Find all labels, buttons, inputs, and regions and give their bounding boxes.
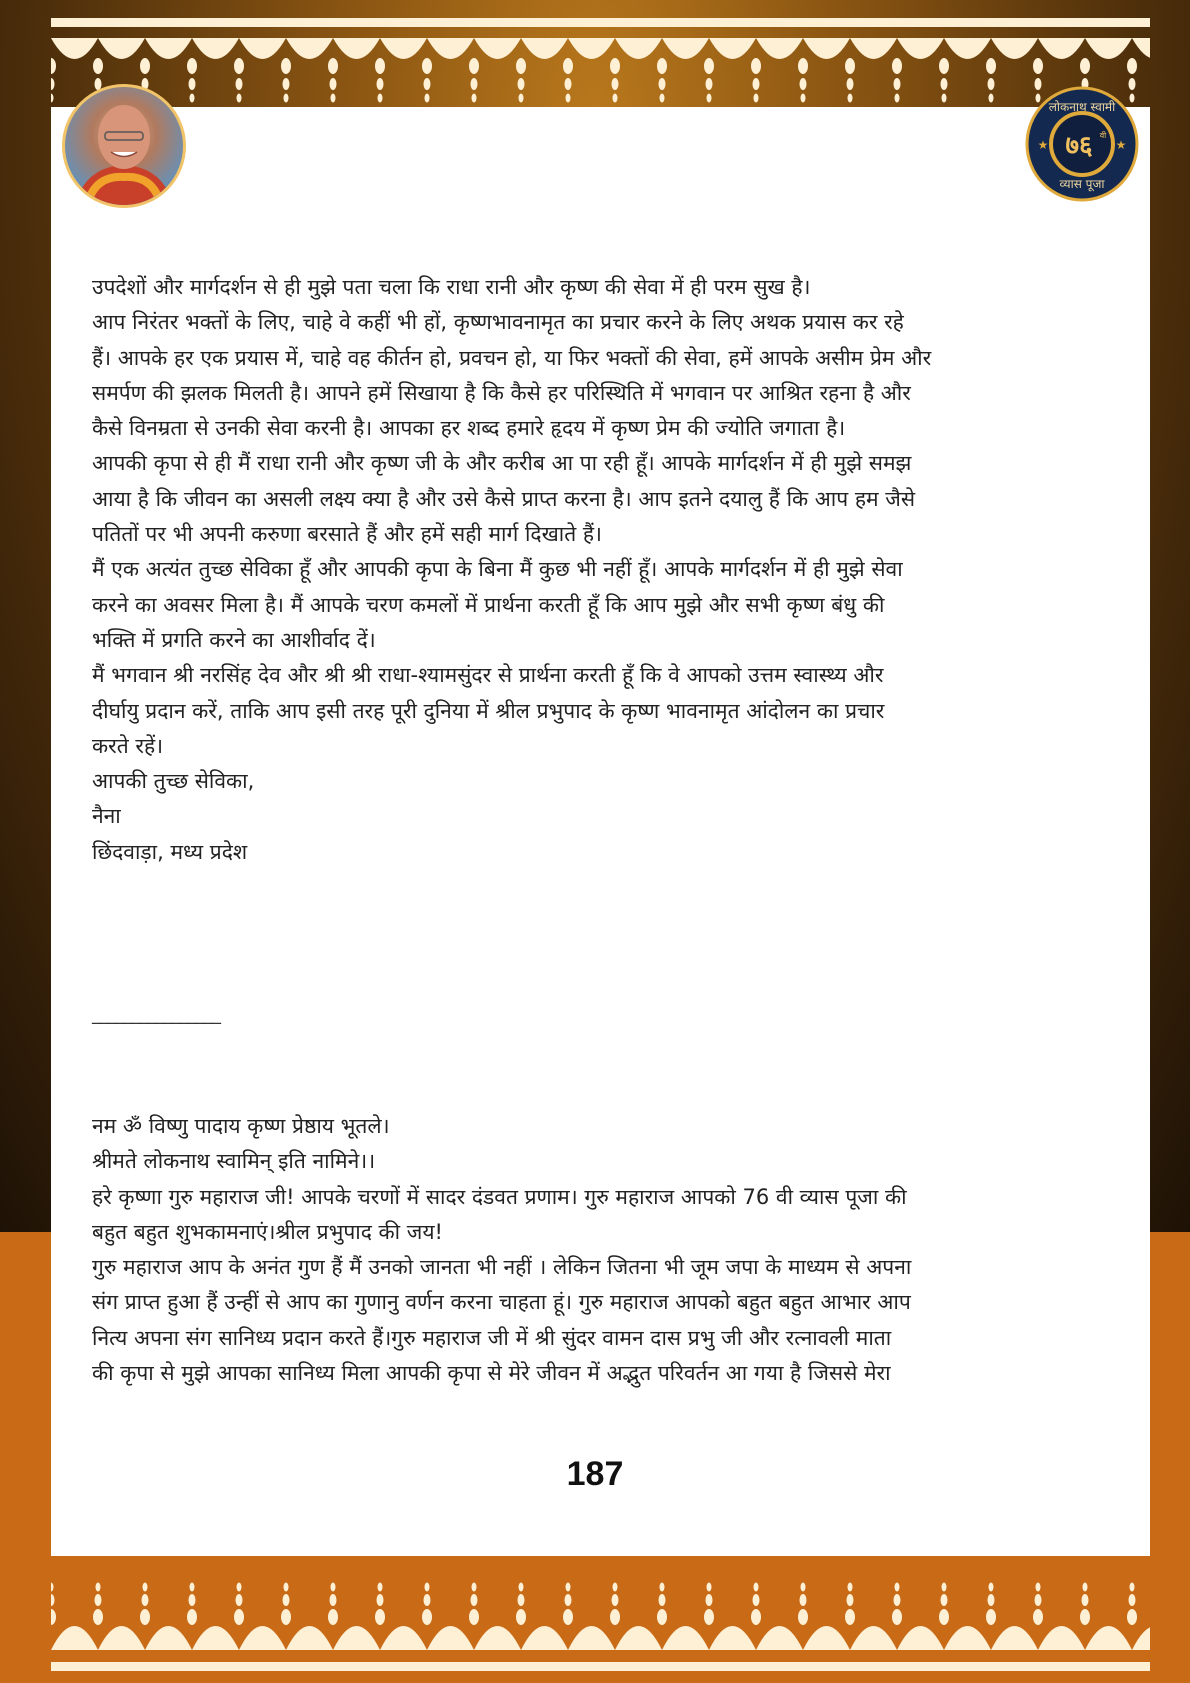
letter-2-body (92, 1109, 911, 1391)
text-line: मैं एक अत्यंत तुच्छ सेविका हूँ और आपकी कृपा के बिना मैं कुछ भी नहीं हूँ। आपके मार्गदर्शन में ही मुझे सेवा (92, 557, 903, 582)
bottom-ornament-border (51, 1580, 1150, 1675)
text-line: संग प्राप्त हुआ हैं उन्हीं से आप का गुणानु वर्णन करना चाहता हूं। गुरु महाराज आपको बहुत बहुत आभार आप (92, 1290, 911, 1315)
author-location: छिंदवाड़ा, मध्य प्रदेश (92, 839, 248, 864)
text-line: दीर्घायु प्रदान करें, ताकि आप इसी तरह पूरी दुनिया में श्रील प्रभुपाद के कृष्ण भावनामृत आंदोलन का प्रचार (92, 698, 885, 723)
text-line: भक्ति में प्रगति करने का आशीर्वाद दें। (92, 627, 376, 652)
text-line: उपदेशों और मार्गदर्शन से ही मुझे पता चला कि राधा रानी और कृष्ण की सेवा में ही परम सुख है। (92, 275, 811, 299)
text-line: आया है कि जीवन का असली लक्ष्य क्या है और उसे कैसे प्राप्त करना है। आप इतने दयालु हैं कि आप हम जैसे (92, 486, 916, 511)
svg-text:★: ★ (1115, 138, 1127, 152)
text-line: की कृपा से मुझे आपका सानिध्य मिला आपकी कृपा से मेरे जीवन में अद्भुत परिवर्तन आ गया है जिससे मेरा (92, 1361, 891, 1386)
badge-top-text: लोकनाथ स्वामी (1048, 100, 1116, 114)
guru-portrait-avatar (62, 84, 186, 208)
author-name: नैना (92, 804, 121, 829)
pranam-mantra-line: श्रीमते लोकनाथ स्वामिन् इति नामिने।। (92, 1149, 376, 1174)
text-line: करने का अवसर मिला है। मैं आपके चरण कमलों में प्रार्थना करती हूँ कि आप मुझे और सभी कृष्ण बंधु की (92, 592, 885, 617)
text-line: करते रहें। (92, 733, 164, 758)
text-line: समर्पण की झलक मिलती है। आपने हमें सिखाया है कि कैसे हर परिस्थिति में भगवान पर आश्रित रहना है और (92, 380, 911, 405)
signoff: आपकी तुच्छ सेविका, (92, 769, 255, 794)
text-line: आपकी कृपा से ही मैं राधा रानी और कृष्ण जी के और करीब आ पा रही हूँ। आपके मार्गदर्शन में ही मुझे समझ (92, 451, 912, 476)
text-line: मैं भगवान श्री नरसिंह देव और श्री श्री राधा-श्यामसुंदर से प्रार्थना करती हूँ कि वे आपको उत्तम स्वास्थ्य और (92, 663, 884, 688)
text-line: हरे कृष्णा गुरु महाराज जी! आपके चरणों में सादर दंडवत प्रणाम। गुरु महाराज आपको 76 वी व्यास पूजा की (92, 1184, 907, 1209)
portrait-image (65, 87, 183, 205)
badge-number-suffix: वी (1099, 131, 1107, 140)
badge-bottom-text: व्यास पूजा (1059, 177, 1105, 191)
text-line: कैसे विनम्रता से उनकी सेवा करनी है। आपका हर शब्द हमारे हृदय में कृष्ण प्रेम की ज्योति जगाता है। (92, 416, 846, 441)
separator-line: ________________ (92, 1004, 220, 1025)
vyasa-puja-76-badge (1025, 86, 1139, 202)
top-ornament-border (51, 18, 1150, 110)
page-number: 187 (566, 1455, 624, 1493)
text-line: पतितों पर भी अपनी करुणा बरसाते हैं और हमें सही मार्ग दिखाते हैं। (92, 522, 602, 547)
badge-number: ७६ (1065, 131, 1093, 161)
svg-text:★: ★ (1037, 138, 1049, 152)
text-line: हैं। आपके हर एक प्रयास में, चाहे वह कीर्तन हो, प्रवचन हो, या फिर भक्तों की सेवा, हमें आपके असीम प्रेम और (92, 345, 932, 370)
pranam-mantra-line: नम ॐ विष्णु पादाय कृष्ण प्रेष्ठाय भूतले। (92, 1114, 390, 1138)
letter-1-body (92, 270, 931, 870)
text-line: बहुत बहुत शुभकामनाएं।श्रील प्रभुपाद की जय! (92, 1219, 443, 1244)
text-line: आप निरंतर भक्तों के लिए, चाहे वे कहीं भी हों, कृष्णभावनामृत का प्रचार करने के लिए अथक प्रयास कर रहे (92, 310, 904, 335)
text-line: नित्य अपना संग सानिध्य प्रदान करते हैं।गुरु महाराज जी में श्री सुंदर वामन दास प्रभु जी और रत्नावली माता (92, 1325, 892, 1350)
text-line: गुरु महाराज आप के अनंत गुण हैं मैं उनको जानता भी नहीं । लेकिन जितना भी जूम जपा के माध्यम से अपना (92, 1255, 912, 1280)
